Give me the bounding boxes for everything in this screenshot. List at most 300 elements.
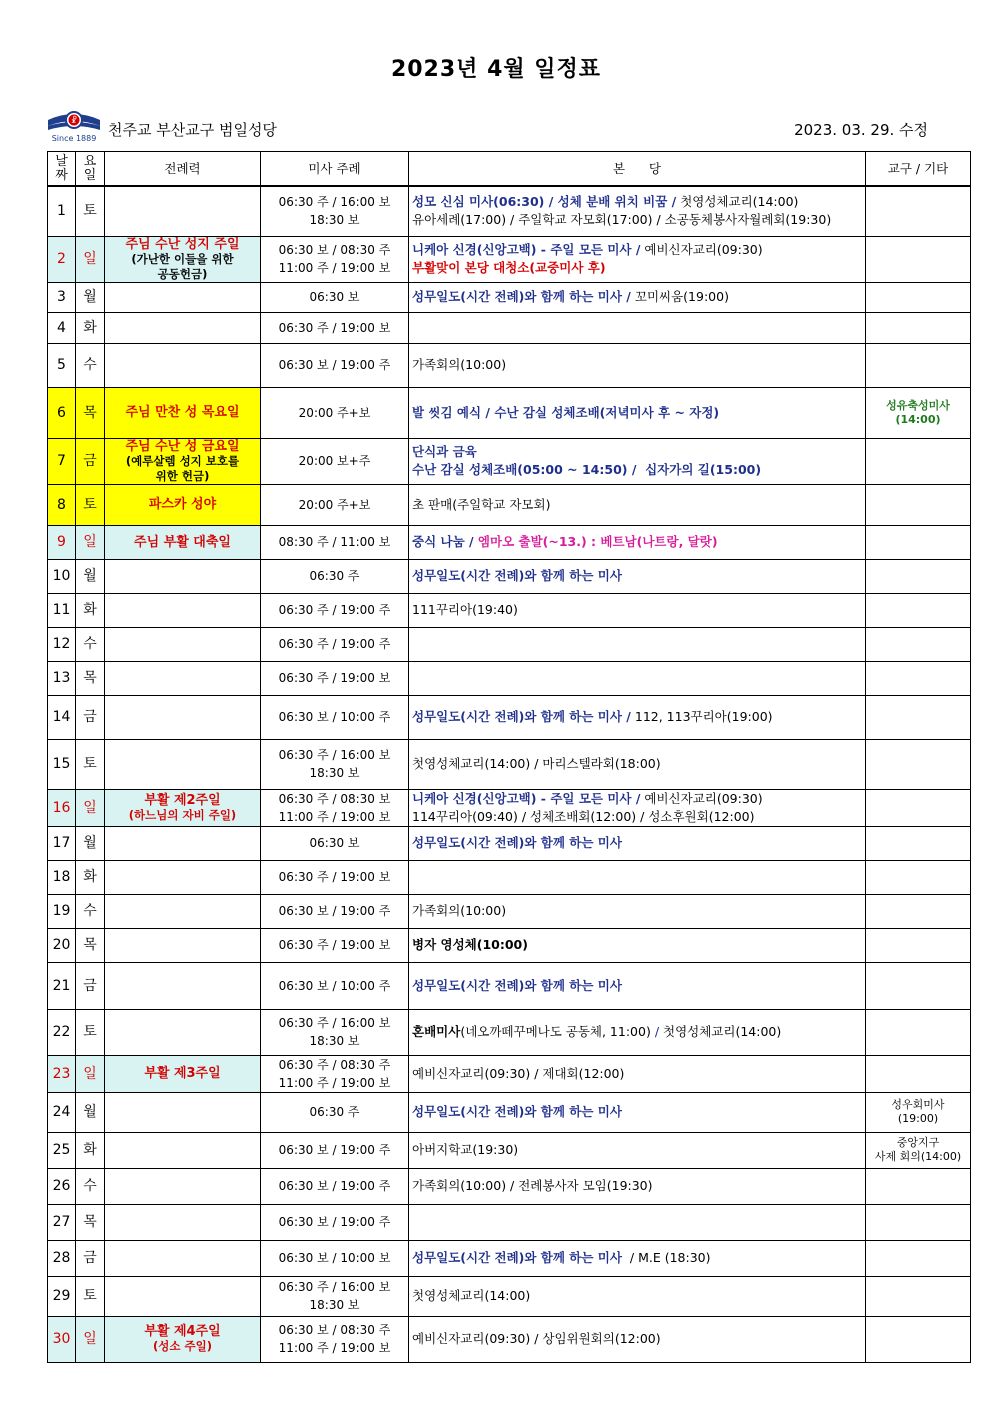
etc-cell [866,894,971,928]
event-highlight: 단식과 금육 [412,444,477,459]
weekday-cell: 월 [76,1092,105,1132]
mass-cell [261,343,409,387]
liturgy-note: (하느님의 자비 주일) [128,807,237,822]
day-cell: 26 [48,1168,76,1204]
etc-cell [866,928,971,962]
event-cell [409,1009,866,1055]
day-cell: 23 [48,1055,76,1092]
liturgy-cell [105,438,261,484]
day-cell: 29 [48,1276,76,1316]
event-line-2: 유아세례(17:00) / 주일학교 자모회(17:00) / 소공동체봉사자월례회(19:30) [412,212,832,228]
table-row [48,1009,971,1055]
liturgy-cell [105,627,261,661]
mass-cell [261,484,409,525]
event-cell [409,525,866,559]
event-cell [409,789,866,826]
event-cell [409,387,866,438]
day-cell: 18 [48,860,76,894]
weekday-cell: 일 [76,1055,105,1092]
mass-line: 06:30 주 / 19:00 주 [278,637,391,651]
mass-line-2: 18:30 보 [309,1034,360,1048]
day-cell: 14 [48,695,76,739]
event-highlight: 성무일도(시간 전례)와 함께 하는 미사 [412,835,622,850]
weekday-cell: 월 [76,282,105,312]
event-line-2: 부활맞이 본당 대청소(교중미사 후) [412,260,606,275]
event-cell [409,1204,866,1240]
mass-line: 06:30 보 / 08:30 주 [278,243,391,257]
liturgy-cell [105,1168,261,1204]
mass-cell [261,1092,409,1132]
col-liturgy: 전례력 [105,152,261,187]
table-row [48,1055,971,1092]
day-cell: 8 [48,484,76,525]
event-cell [409,928,866,962]
event-highlight: 중식 나눔 / [412,534,474,549]
liturgy-cell [105,343,261,387]
event-line-2: 수난 감실 성체조배(05:00 ~ 14:50) / 십자가의 길(15:00) [412,462,762,477]
mass-cell [261,826,409,860]
weekday-cell: 수 [76,627,105,661]
liturgy-cell [105,387,261,438]
etc-cell [866,1132,971,1168]
day-cell: 28 [48,1240,76,1276]
mass-line-2: 18:30 보 [309,1298,360,1312]
mass-cell [261,962,409,1009]
etc-cell [866,739,971,789]
day-cell: 22 [48,1009,76,1055]
day-cell: 10 [48,559,76,593]
schedule-table [47,151,971,1363]
liturgy-title: 부활 제4주일 [144,1324,221,1339]
table-row [48,826,971,860]
table-row [48,661,971,695]
mass-cell [261,312,409,343]
etc-cell [866,438,971,484]
liturgy-title: 부활 제2주일 [144,792,221,808]
weekday-cell: 화 [76,860,105,894]
diocese-event-time: (14:00) [895,412,941,426]
mass-line: 06:30 보 / 19:00 주 [278,1143,391,1157]
event-text: 예비신자교리(09:30) [640,242,763,257]
table-row [48,1240,971,1276]
table-row [48,627,971,661]
day-cell: 15 [48,739,76,789]
table-row [48,484,971,525]
event-highlight: 성모 신심 미사(06:30) / 성체 분배 위치 비꿈 / [412,194,677,210]
event-text: 예비신자교리(09:30) [640,790,763,806]
mass-line: 06:30 보 / 19:00 주 [278,1179,391,1193]
event-cell [409,894,866,928]
table-row [48,343,971,387]
event-text: 아버지학교(19:30) [412,1142,519,1157]
day-cell: 2 [48,236,76,282]
etc-cell [866,661,971,695]
mass-line-2: 11:00 주 / 19:00 보 [278,261,391,275]
table-row [48,438,971,484]
table-row [48,928,971,962]
mass-line: 06:30 주 [309,569,360,583]
day-cell: 3 [48,282,76,312]
table-row [48,593,971,627]
event-cell [409,1132,866,1168]
event-separator: / [650,1024,660,1039]
day-cell: 25 [48,1132,76,1168]
table-row [48,789,971,826]
table-row [48,312,971,343]
event-highlight: 니케아 신경(신앙고백) - 주일 모든 미사 / [412,790,641,806]
mass-line-2: 18:30 보 [309,213,360,228]
event-cell [409,1055,866,1092]
liturgy-cell [105,484,261,525]
event-text: 초 판매(주일학교 자모회) [412,496,551,512]
weekday-cell: 토 [76,186,105,236]
event-cell [409,962,866,1009]
liturgy-cell [105,312,261,343]
logo-text: Since 1889 [51,134,97,143]
event-cell [409,236,866,282]
day-cell: 30 [48,1316,76,1362]
weekday-cell: 수 [76,343,105,387]
mass-cell [261,593,409,627]
etc-cell [866,860,971,894]
day-cell: 21 [48,962,76,1009]
mass-line: 06:30 주 / 08:30 주 [278,1057,391,1072]
mass-line: 20:00 주+보 [298,405,371,420]
event-highlight: 성무일도(시간 전례)와 함께 하는 미사 / [412,709,631,724]
page-title: 2023년 4월 일정표 [390,57,602,82]
diocese-event-time: (19:00) [897,1112,939,1125]
liturgy-cell [105,860,261,894]
parish-logo-icon [44,106,104,144]
event-text: 가족회의(10:00) / 전례봉사자 모임(19:30) [412,1178,653,1193]
event-cell [409,343,866,387]
event-text: (네오까떼꾸메나도 공동체, 11:00) [460,1024,651,1039]
event-cell [409,438,866,484]
mass-cell [261,1276,409,1316]
table-row [48,1092,971,1132]
mass-cell [261,525,409,559]
event-cell [409,661,866,695]
event-cell [409,739,866,789]
event-cell [409,186,866,236]
mass-line: 06:30 주 / 16:00 보 [278,195,391,210]
liturgy-cell [105,661,261,695]
etc-cell [866,826,971,860]
table-row [48,739,971,789]
liturgy-title: 파스카 성야 [148,497,217,512]
event-text: 가족회의(10:00) [412,903,507,918]
weekday-cell: 목 [76,1204,105,1240]
etc-cell [866,1009,971,1055]
event-text: 가족회의(10:00) [412,357,507,372]
event-cell [409,1276,866,1316]
day-cell: 20 [48,928,76,962]
mass-cell [261,1132,409,1168]
weekday-cell: 목 [76,387,105,438]
col-etc: 교구 / 기타 [866,152,971,187]
day-cell: 24 [48,1092,76,1132]
mass-line: 06:30 주 / 16:00 보 [278,748,391,762]
liturgy-cell [105,1055,261,1092]
parish-name: 천주교 부산교구 범일성당 [108,121,277,139]
table-row [48,1132,971,1168]
weekday-cell: 토 [76,1276,105,1316]
liturgy-title: 부활 제3주일 [144,1066,221,1081]
table-row [48,1316,971,1362]
liturgy-cell [105,695,261,739]
weekday-cell: 화 [76,1132,105,1168]
weekday-cell: 금 [76,1240,105,1276]
etc-cell [866,695,971,739]
event-cell [409,1316,866,1362]
event-cell [409,627,866,661]
weekday-cell: 금 [76,962,105,1009]
mass-line: 06:30 보 / 19:00 주 [278,358,391,372]
schedule-body [48,186,971,1362]
mass-line: 06:30 보 / 10:00 주 [278,978,391,993]
liturgy-cell [105,1092,261,1132]
day-cell: 7 [48,438,76,484]
event-text: 예비신자교리(09:30) / 제대회(12:00) [412,1065,625,1081]
mass-cell [261,438,409,484]
event-highlight: 니케아 신경(신앙고백) - 주일 모든 미사 / [412,242,641,257]
table-row [48,1168,971,1204]
event-highlight: 발 씻김 예식 / 수난 감실 성체조배(저녁미사 후 ~ 자정) [412,404,720,420]
col-day: 날 짜 [48,152,76,187]
mass-cell [261,1204,409,1240]
weekday-cell: 목 [76,661,105,695]
table-row [48,1204,971,1240]
liturgy-cell [105,559,261,593]
event-cell [409,1240,866,1276]
mass-line: 06:30 보 [309,290,360,304]
event-cell [409,593,866,627]
table-row [48,186,971,236]
mass-cell [261,387,409,438]
liturgy-cell [105,1276,261,1316]
etc-cell [866,312,971,343]
event-bold: 혼배미사 [412,1024,461,1039]
day-cell: 11 [48,593,76,627]
diocese-event: 중앙지구 [896,1136,940,1149]
liturgy-cell [105,1009,261,1055]
event-cell [409,1092,866,1132]
col-mass: 미사 주례 [261,152,409,187]
event-highlight: 성무일도(시간 전례)와 함께 하는 미사 [412,568,622,583]
etc-cell [866,387,971,438]
etc-cell [866,559,971,593]
etc-cell [866,343,971,387]
mass-line: 06:30 보 [309,836,360,850]
liturgy-note: (성소 주일) [153,1339,212,1353]
mass-line: 06:30 주 / 19:00 보 [278,320,391,335]
weekday-cell: 수 [76,894,105,928]
liturgy-cell [105,186,261,236]
etc-cell [866,1316,971,1362]
event-text: 112, 113꾸리아(19:00) [630,709,773,724]
liturgy-note: (가난한 이들을 위한 [131,251,234,266]
event-text: 첫영성체교리(14:00) [676,194,799,210]
event-bold: 병자 영성체(10:00) [412,937,528,952]
table-row [48,860,971,894]
table-row [48,695,971,739]
weekday-cell: 월 [76,826,105,860]
weekday-cell: 금 [76,438,105,484]
svg-text:☧: ☧ [70,116,78,125]
liturgy-title: 주님 수난 성 금요일 [125,438,240,454]
table-row [48,894,971,928]
etc-cell [866,593,971,627]
diocese-event: 성우회미사 [891,1098,945,1111]
weekday-cell: 토 [76,739,105,789]
mass-line: 06:30 주 / 16:00 보 [278,1280,391,1294]
day-cell: 16 [48,789,76,826]
liturgy-note: (예루살렘 성지 보호를 [125,453,240,468]
liturgy-cell [105,739,261,789]
mass-cell [261,559,409,593]
event-highlight: 성무일도(시간 전례)와 함께 하는 미사 [412,1250,622,1265]
col-weekday: 요 일 [76,152,105,187]
event-cell [409,559,866,593]
event-pilgrimage: 엠마오 출발(~13.) : 베트남(나트랑, 달랏) [473,534,718,549]
weekday-cell: 수 [76,1168,105,1204]
mass-cell [261,186,409,236]
mass-cell [261,928,409,962]
mass-line: 06:30 보 / 08:30 주 [278,1323,391,1337]
mass-line-2: 11:00 주 / 19:00 보 [278,1341,391,1355]
liturgy-cell [105,962,261,1009]
liturgy-title: 주님 수난 성지 주일 [125,236,240,252]
mass-cell [261,789,409,826]
liturgy-cell [105,789,261,826]
etc-cell [866,1276,971,1316]
mass-line: 06:30 보 / 19:00 주 [278,1215,391,1229]
mass-line: 06:30 보 / 10:00 주 [278,710,391,724]
event-text: 첫영성체교리(14:00) / 마리스텔라회(18:00) [412,756,661,771]
mass-line-2: 18:30 보 [309,766,360,780]
etc-cell [866,627,971,661]
table-row [48,387,971,438]
etc-cell [866,282,971,312]
mass-line-2: 11:00 주 / 19:00 보 [278,809,391,824]
liturgy-cell [105,928,261,962]
event-text: / M.E (18:30) [621,1250,711,1265]
liturgy-title: 주님 부활 대축일 [134,534,231,550]
liturgy-note-2: 공동헌금) [157,266,208,281]
day-cell: 17 [48,826,76,860]
liturgy-cell [105,236,261,282]
day-cell: 27 [48,1204,76,1240]
event-highlight: 성무일도(시간 전례)와 함께 하는 미사 / [412,289,631,304]
event-cell [409,282,866,312]
liturgy-cell [105,894,261,928]
etc-cell [866,962,971,1009]
etc-cell [866,1204,971,1240]
liturgy-cell [105,525,261,559]
day-cell: 6 [48,387,76,438]
table-row [48,962,971,1009]
event-text: 예비신자교리(09:30) / 상임위원회의(12:00) [412,1331,661,1346]
liturgy-note-2: 위한 헌금) [155,468,210,483]
day-cell: 5 [48,343,76,387]
table-row [48,559,971,593]
mass-line: 08:30 주 / 11:00 보 [278,535,391,549]
mass-line: 06:30 주 / 19:00 보 [278,671,391,685]
etc-cell [866,1168,971,1204]
weekday-cell: 일 [76,1316,105,1362]
etc-cell [866,484,971,525]
revision-date: 2023. 03. 29. 수정 [794,121,928,139]
mass-line: 06:30 주 / 19:00 주 [278,603,391,617]
liturgy-cell [105,826,261,860]
liturgy-cell [105,282,261,312]
day-cell: 4 [48,312,76,343]
weekday-cell: 일 [76,236,105,282]
mass-cell [261,1055,409,1092]
liturgy-cell [105,593,261,627]
weekday-cell: 목 [76,928,105,962]
day-cell: 1 [48,186,76,236]
mass-cell [261,1316,409,1362]
etc-cell [866,789,971,826]
mass-line: 06:30 보 / 19:00 주 [278,904,391,918]
mass-cell [261,236,409,282]
weekday-cell: 토 [76,1009,105,1055]
weekday-cell: 월 [76,559,105,593]
mass-line: 06:30 주 [309,1105,360,1119]
mass-line: 20:00 주+보 [298,497,371,512]
mass-cell [261,661,409,695]
table-row [48,525,971,559]
liturgy-title: 주님 만찬 성 목요일 [125,405,240,420]
event-cell [409,1168,866,1204]
event-cell [409,484,866,525]
col-main: 본 당 [409,152,866,187]
mass-line: 06:30 주 / 16:00 보 [278,1016,391,1030]
day-cell: 13 [48,661,76,695]
mass-cell [261,894,409,928]
mass-cell [261,1240,409,1276]
event-text-2: 첫영성체교리(14:00) [659,1024,782,1039]
mass-line-2: 11:00 주 / 19:00 보 [278,1075,391,1090]
mass-cell [261,1168,409,1204]
header-row [48,152,971,187]
liturgy-cell [105,1204,261,1240]
liturgy-cell [105,1240,261,1276]
diocese-event-time: 사제 회의(14:00) [874,1150,962,1163]
mass-cell [261,695,409,739]
mass-cell [261,860,409,894]
day-cell: 9 [48,525,76,559]
table-row [48,1276,971,1316]
event-cell [409,695,866,739]
liturgy-cell [105,1132,261,1168]
weekday-cell: 일 [76,525,105,559]
mass-line: 20:00 보+주 [298,454,371,468]
etc-cell [866,525,971,559]
event-highlight: 성무일도(시간 전례)와 함께 하는 미사 [412,977,622,993]
etc-cell [866,1240,971,1276]
mass-line: 06:30 주 / 19:00 보 [278,938,391,952]
weekday-cell: 토 [76,484,105,525]
weekday-cell: 금 [76,695,105,739]
event-text: 111꾸리아(19:40) [412,602,518,617]
event-cell [409,312,866,343]
etc-cell [866,186,971,236]
table-row [48,236,971,282]
diocese-event: 성유축성미사 [886,398,950,412]
mass-cell [261,1009,409,1055]
